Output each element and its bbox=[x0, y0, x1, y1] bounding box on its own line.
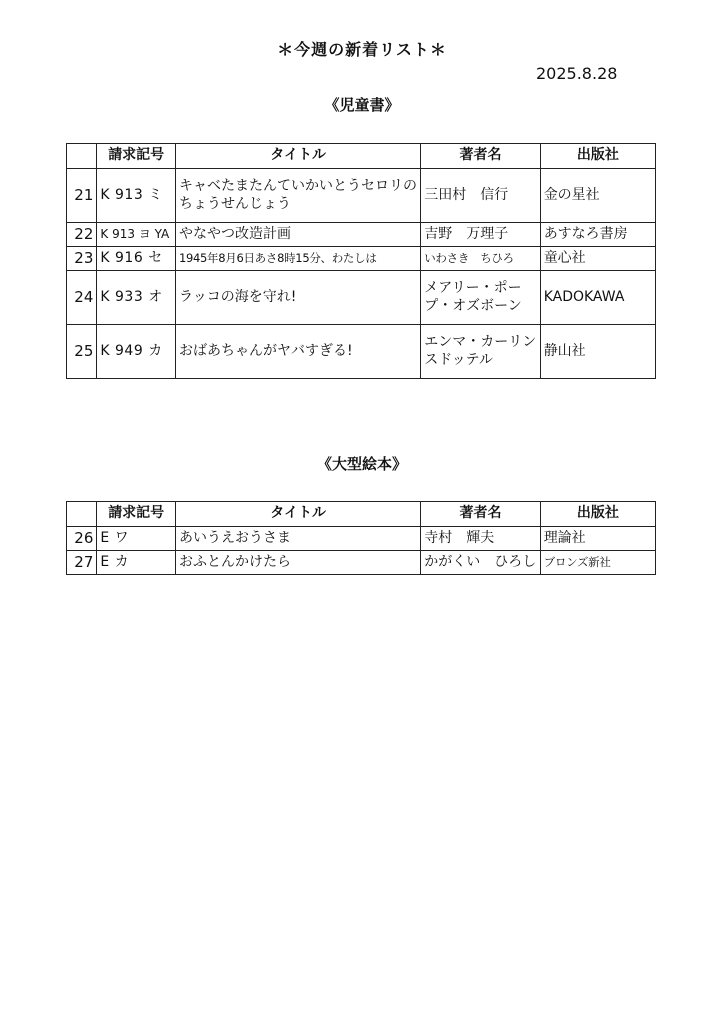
column-header-no bbox=[67, 502, 97, 527]
childrens-books-table bbox=[66, 143, 656, 379]
book-author: かがくい ひろし bbox=[421, 551, 540, 575]
book-title: おふとんかけたら bbox=[175, 551, 420, 575]
book-author: 寺村 輝夫 bbox=[421, 527, 540, 551]
book-author: エンマ・カーリンスドッテル bbox=[421, 325, 540, 379]
table-row bbox=[67, 527, 656, 551]
column-header-call-number: 請求記号 bbox=[97, 502, 176, 527]
book-publisher: 童心社 bbox=[540, 247, 655, 271]
column-header-no bbox=[67, 144, 97, 169]
table-header-row bbox=[67, 502, 656, 527]
column-header-call-number: 請求記号 bbox=[97, 144, 176, 169]
call-number: K 949 カ bbox=[97, 325, 176, 379]
row-number: 24 bbox=[67, 271, 97, 325]
book-publisher: あすなろ書房 bbox=[540, 223, 655, 247]
section-title-large-picture-books: 《大型絵本》 bbox=[316, 455, 407, 473]
book-publisher: 金の星社 bbox=[540, 169, 655, 223]
row-number: 26 bbox=[67, 527, 97, 551]
list-date: 2025.8.28 bbox=[536, 64, 618, 83]
call-number: K 913 ヨ YA bbox=[97, 223, 176, 247]
table-header-row bbox=[67, 144, 656, 169]
book-title: おばあちゃんがヤバすぎる! bbox=[175, 325, 420, 379]
row-number: 21 bbox=[67, 169, 97, 223]
table-row bbox=[67, 271, 656, 325]
book-title: ラッコの海を守れ! bbox=[175, 271, 420, 325]
call-number: E ワ bbox=[97, 527, 176, 551]
call-number: K 933 オ bbox=[97, 271, 176, 325]
column-header-author: 著者名 bbox=[421, 144, 540, 169]
book-title: 1945年8月6日あさ8時15分、わたしは bbox=[175, 247, 420, 271]
row-number: 22 bbox=[67, 223, 97, 247]
row-number: 23 bbox=[67, 247, 97, 271]
book-author: メアリー・ポープ・オズボーン bbox=[421, 271, 540, 325]
book-author: 三田村 信行 bbox=[421, 169, 540, 223]
page-title: ＊今週の新着リスト＊ bbox=[277, 40, 447, 59]
table-row bbox=[67, 223, 656, 247]
call-number: E カ bbox=[97, 551, 176, 575]
book-author: いわさき ちひろ bbox=[421, 247, 540, 271]
column-header-publisher: 出版社 bbox=[540, 502, 655, 527]
table-row bbox=[67, 325, 656, 379]
large-picture-books-table bbox=[66, 501, 656, 575]
section-title-childrens-books: 《児童書》 bbox=[324, 96, 400, 114]
table-row bbox=[67, 551, 656, 575]
column-header-title: タイトル bbox=[175, 502, 420, 527]
book-publisher: ブロンズ新社 bbox=[540, 551, 655, 575]
book-author: 吉野 万理子 bbox=[421, 223, 540, 247]
column-header-title: タイトル bbox=[175, 144, 420, 169]
book-publisher: 理論社 bbox=[540, 527, 655, 551]
call-number: K 916 セ bbox=[97, 247, 176, 271]
book-publisher: 静山社 bbox=[540, 325, 655, 379]
call-number: K 913 ミ bbox=[97, 169, 176, 223]
book-publisher: KADOKAWA bbox=[540, 271, 655, 325]
column-header-publisher: 出版社 bbox=[540, 144, 655, 169]
book-title: あいうえおうさま bbox=[175, 527, 420, 551]
row-number: 27 bbox=[67, 551, 97, 575]
column-header-author: 著者名 bbox=[421, 502, 540, 527]
book-title: キャベたまたんていかいとうセロリのちょうせんじょう bbox=[175, 169, 420, 223]
table-row bbox=[67, 247, 656, 271]
row-number: 25 bbox=[67, 325, 97, 379]
book-title: やなやつ改造計画 bbox=[175, 223, 420, 247]
table-row bbox=[67, 169, 656, 223]
